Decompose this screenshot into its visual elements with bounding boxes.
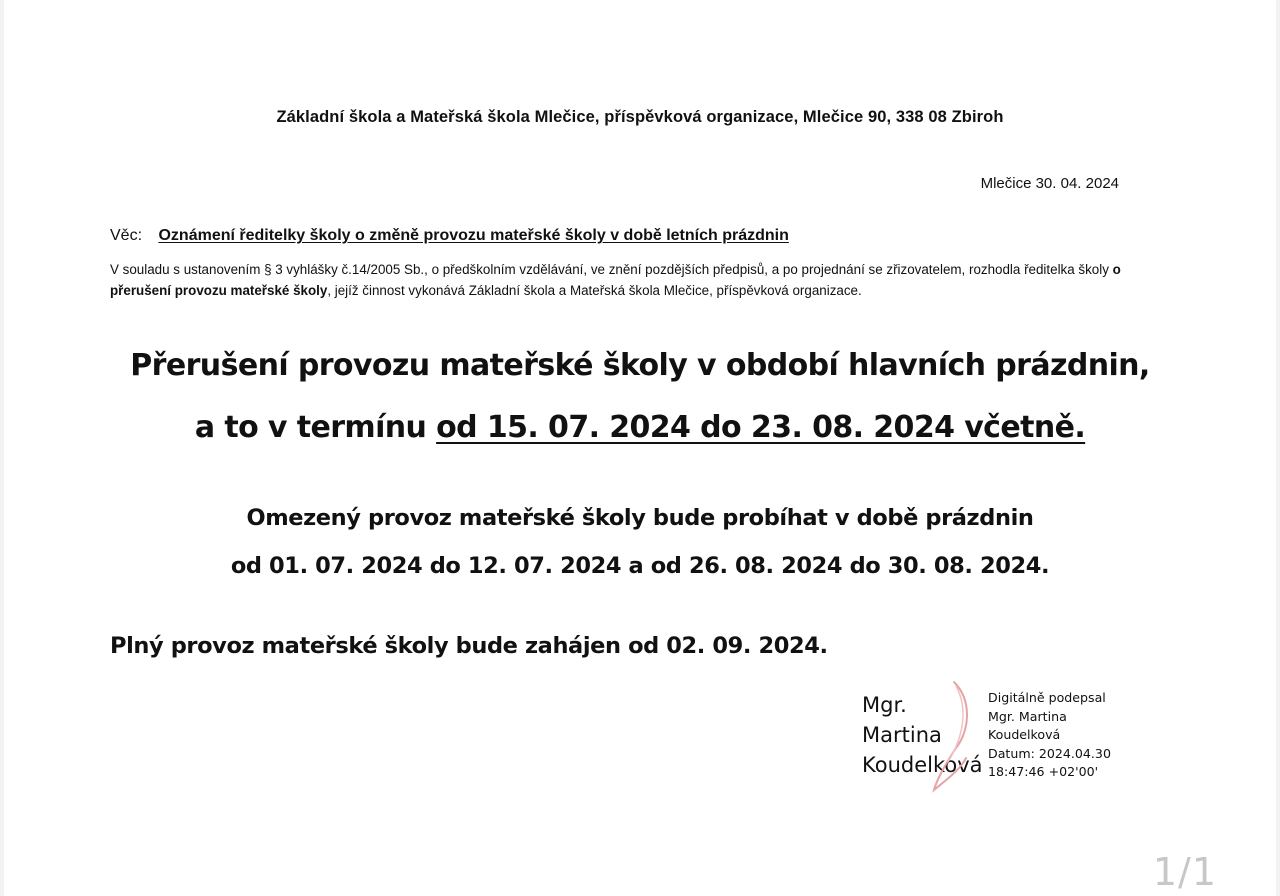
subject-text: Oznámení ředitelky školy o změně provozu mateřské školy v době letních prázdnin: [158, 227, 789, 244]
closure-prefix: a to v termínu: [194, 410, 437, 445]
signature-info-line: Mgr. Martina: [988, 708, 1067, 724]
signature-info-line: Digitálně podepsal: [988, 690, 1106, 705]
limited-operation-line1: Omezený provoz mateřské školy bude probíhat v době prázdnin: [246, 505, 1034, 531]
signer-line: Koudelková: [862, 753, 983, 777]
closure-heading-line1: Přerušení provozu mateřské školy v období hlavních prázdnin,: [130, 348, 1150, 383]
limited-operation-line2: od 01. 07. 2024 do 12. 07. 2024 a od 26. 08. 2024 do 30. 08. 2024.: [230, 553, 1050, 579]
signature-mark-icon: [926, 678, 986, 796]
intro-paragraph: [110, 259, 1160, 301]
signature-info-line: 18:47:46 +02'00': [988, 764, 1099, 780]
digital-signature-info: [988, 689, 1111, 782]
signature-info-line: Datum: 2024.04.30: [988, 745, 1111, 761]
intro-text-bold: o přerušení provozu mateřské školy: [110, 262, 1121, 298]
page-indicator: 1/1: [1152, 850, 1217, 894]
intro-text-1: V souladu s ustanovením § 3 vyhlášky č.14/2005 Sb., o předškolním vzdělávání, ve znění pozdějších předpisů, a po projednání se zřizovatelem, rozhodla ředitelka školy: [110, 262, 1113, 277]
intro-text-2: , jejíž činnost vykonává Základní škola a Mateřská škola Mlečice, příspěvková organizace.: [327, 283, 862, 298]
signer-line: Mgr.: [862, 693, 907, 717]
school-header: Základní škola a Mateřská škola Mlečice, příspěvková organizace, Mlečice 90, 338 08 Zbiroh: [276, 108, 1004, 126]
subject-label: Věc:: [110, 227, 143, 244]
signature-info-line: Koudelková: [988, 727, 1061, 743]
full-operation-notice: Plný provoz mateřské školy bude zahájen od 02. 09. 2024.: [110, 633, 828, 659]
document-date: Mlečice 30. 04. 2024: [980, 175, 1119, 192]
signer-line: Martina: [862, 723, 942, 747]
closure-heading-line2: [0, 410, 1280, 445]
subject-line: [110, 227, 789, 245]
closure-dates: od 15. 07. 2024 do 23. 08. 2024 včetně.: [436, 410, 1086, 445]
